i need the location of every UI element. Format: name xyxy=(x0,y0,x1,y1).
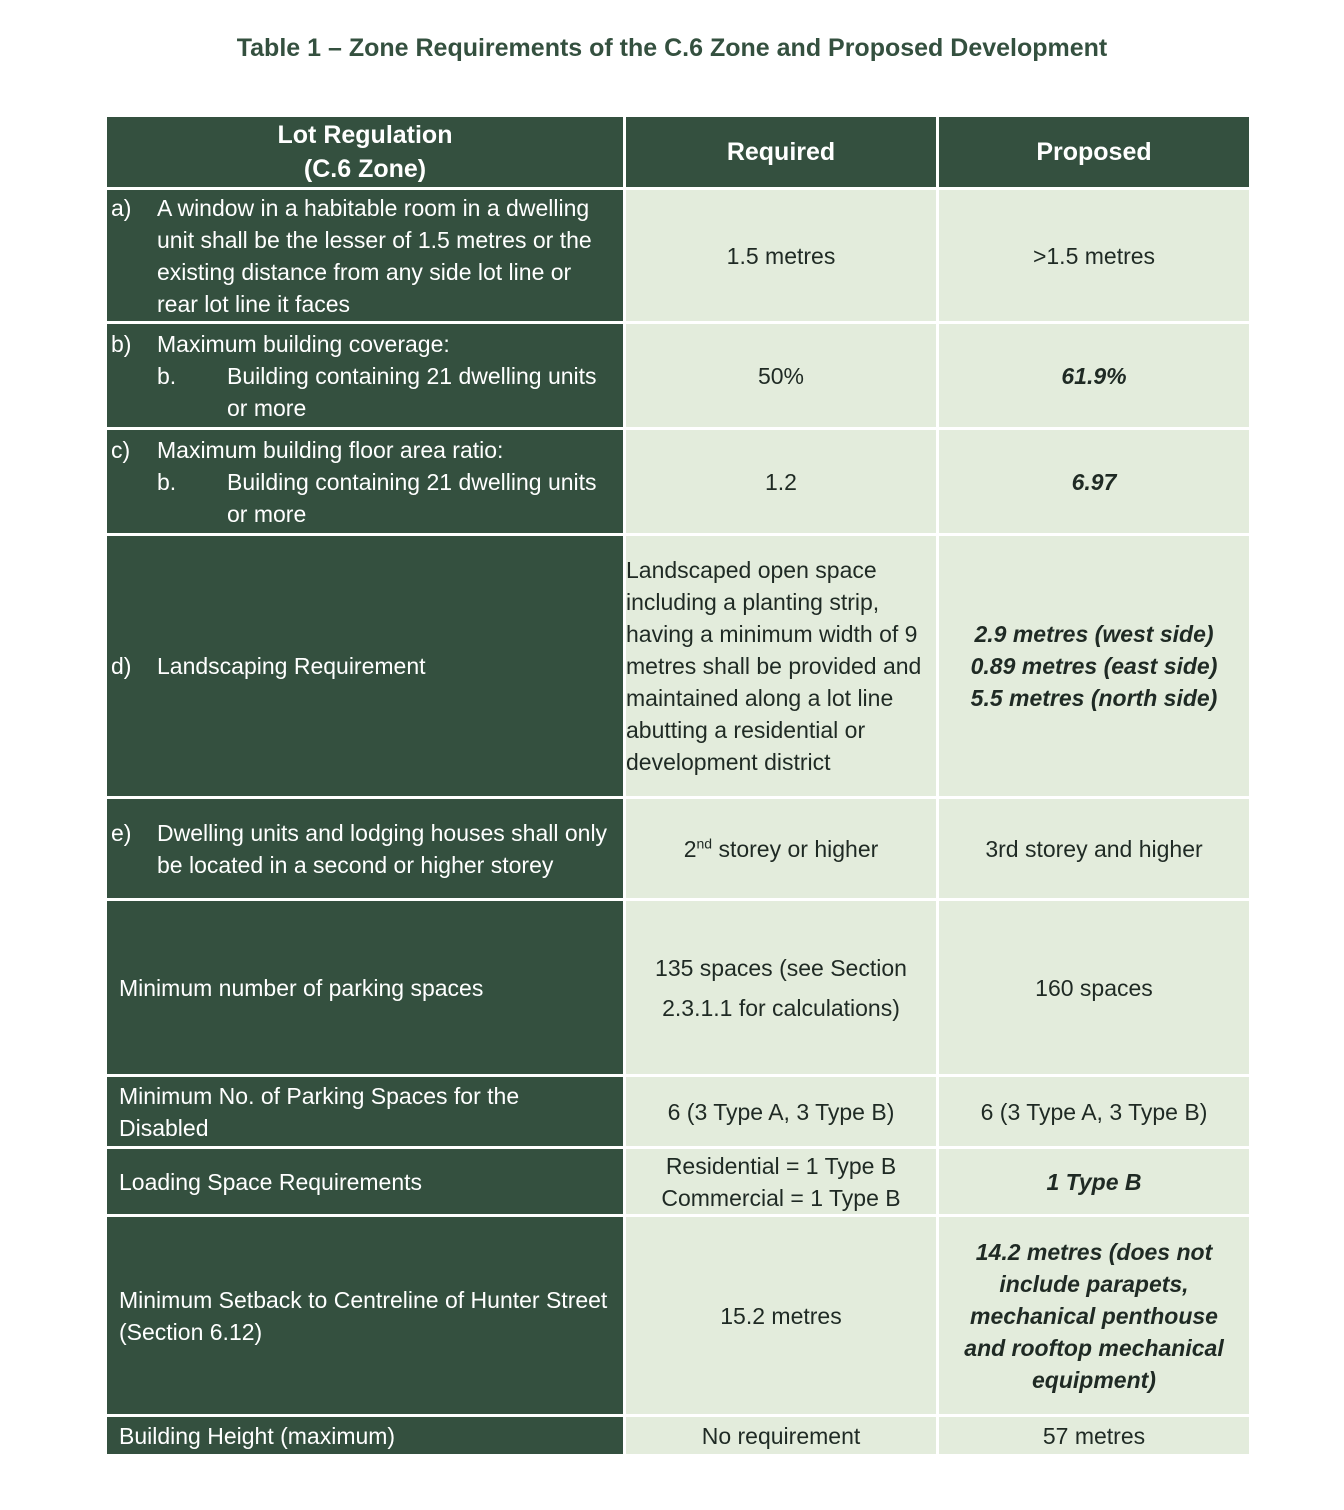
sub-regulation-text: Building containing 21 dwelling units or more xyxy=(227,468,597,527)
item-marker: c) xyxy=(111,436,131,463)
table-row xyxy=(106,798,1251,900)
sub-item-marker: b. xyxy=(157,468,177,495)
proposed-value: >1.5 metres xyxy=(938,189,1251,323)
header-row xyxy=(106,116,1251,189)
required-value: 15.2 metres xyxy=(625,1216,938,1416)
regulation-text: Dwelling units and lodging houses shall only be located in a second or higher storey xyxy=(157,819,608,878)
required-value: Residential = 1 Type B Commercial = 1 Type B xyxy=(625,1148,938,1216)
item-marker: d) xyxy=(111,653,132,679)
regulation-text: Loading Space Requirements xyxy=(119,1168,423,1195)
regulation-text: Maximum building coverage: xyxy=(157,330,450,357)
regulation-cell xyxy=(106,900,625,1076)
item-marker: b) xyxy=(111,330,132,357)
proposed-value: 160 spaces xyxy=(938,900,1251,1076)
proposed-value: 2.9 metres (west side) 0.89 metres (east side) 5.5 metres (north side) xyxy=(938,535,1251,798)
required-value: 1.5 metres xyxy=(625,189,938,323)
regulation-cell xyxy=(106,189,625,323)
regulation-text: Minimum No. of Parking Spaces for the Disabled xyxy=(119,1082,520,1141)
sub-regulation-text: Building containing 21 dwelling units or more xyxy=(227,362,597,421)
proposed-value: 6 (3 Type A, 3 Type B) xyxy=(938,1076,1251,1148)
proposed-value: 3rd storey and higher xyxy=(938,798,1251,900)
table-title: Table 1 – Zone Requirements of the C.6 Zone and Proposed Development xyxy=(236,34,1108,62)
table-row xyxy=(106,1216,1251,1416)
proposed-value: 57 metres xyxy=(938,1416,1251,1456)
header-proposed: Proposed xyxy=(938,116,1251,189)
regulation-text: Minimum number of parking spaces xyxy=(119,974,484,1001)
regulation-text: Landscaping Requirement xyxy=(157,653,426,679)
regulation-text: Building Height (maximum) xyxy=(119,1422,396,1449)
table-row xyxy=(106,535,1251,798)
proposed-value: 6.97 xyxy=(938,429,1251,535)
required-value: Landscaped open space including a planting strip, having a minimum width of 9 metres shall be provided and maintained along a lot line abutting a residential or development district xyxy=(625,535,938,798)
table-row xyxy=(106,189,1251,323)
required-value: 135 spaces (see Section 2.3.1.1 for calculations) xyxy=(625,900,938,1076)
proposed-value: 1 Type B xyxy=(938,1148,1251,1216)
table-row xyxy=(106,1148,1251,1216)
regulation-text: A window in a habitable room in a dwelling unit shall be the lesser of 1.5 metres or the existing distance from any side lot line or rear lot line it faces xyxy=(157,194,592,317)
regulation-cell xyxy=(106,429,625,535)
required-value: 50% xyxy=(625,323,938,429)
regulation-cell xyxy=(106,798,625,900)
regulation-text: Minimum Setback to Centreline of Hunter Street (Section 6.12) xyxy=(119,1286,608,1345)
table-row xyxy=(106,429,1251,535)
regulation-cell xyxy=(106,323,625,429)
proposed-value: 14.2 metres (does not include parapets, mechanical penthouse and rooftop mechanical equipment) xyxy=(938,1216,1251,1416)
table-row xyxy=(106,1416,1251,1456)
required-value: No requirement xyxy=(625,1416,938,1456)
regulation-cell xyxy=(106,535,625,798)
zone-requirements-table xyxy=(104,114,1252,1457)
table-row xyxy=(106,1076,1251,1148)
item-marker: a) xyxy=(111,194,132,221)
header-required: Required xyxy=(625,116,938,189)
regulation-text: Maximum building floor area ratio: xyxy=(157,436,504,463)
item-marker: e) xyxy=(111,819,132,846)
sub-item-marker: b. xyxy=(157,362,177,389)
regulation-cell xyxy=(106,1148,625,1216)
header-lot-regulation: Lot Regulation (C.6 Zone) xyxy=(106,116,625,189)
regulation-cell xyxy=(106,1416,625,1456)
required-value: 6 (3 Type A, 3 Type B) xyxy=(625,1076,938,1148)
regulation-cell xyxy=(106,1216,625,1416)
table-row xyxy=(106,900,1251,1076)
regulation-cell xyxy=(106,1076,625,1148)
proposed-value: 61.9% xyxy=(938,323,1251,429)
table-row xyxy=(106,323,1251,429)
required-value: 1.2 xyxy=(625,429,938,535)
required-value: 2nd storey or higher xyxy=(625,798,938,900)
